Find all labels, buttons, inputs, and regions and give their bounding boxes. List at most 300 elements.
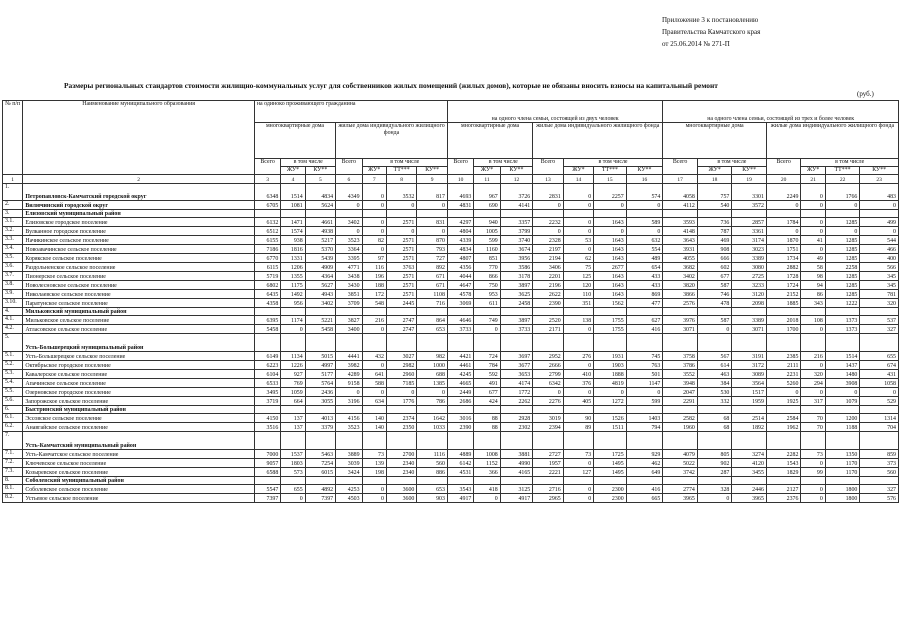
value-cell	[447, 210, 473, 218]
value-cell: 108	[801, 316, 825, 325]
value-cell: 750	[474, 281, 500, 290]
row-number: 8.1.	[3, 485, 23, 494]
value-cell: 560	[417, 459, 448, 468]
row-number: 5.5.	[3, 388, 23, 397]
value-cell: 3586	[500, 263, 533, 272]
value-cell	[563, 334, 593, 352]
value-cell: 769	[281, 379, 305, 388]
value-cell	[254, 477, 280, 485]
value-cell: 5458	[305, 325, 335, 334]
value-cell: 655	[281, 485, 305, 494]
municipality-name: Запорожское сельское поселение	[23, 397, 255, 406]
value-cell: 3976	[663, 316, 698, 325]
value-cell: 7254	[305, 459, 335, 468]
value-cell: 97	[362, 254, 386, 263]
value-cell: 1514	[281, 184, 305, 201]
zhu-header: ЖУ*	[281, 167, 305, 175]
value-cell: 4889	[447, 450, 473, 459]
value-cell: 6342	[533, 379, 563, 388]
value-cell	[697, 308, 732, 316]
value-cell: 3889	[336, 450, 362, 459]
value-cell	[447, 406, 473, 414]
row-number: 3.	[3, 210, 23, 218]
total-header: Всего	[254, 159, 280, 175]
value-cell	[663, 210, 698, 218]
value-cell: 70	[801, 414, 825, 423]
value-cell: 1385	[417, 379, 448, 388]
value-cell: 320	[801, 370, 825, 379]
value-cell: 188	[362, 281, 386, 290]
value-cell: 781	[860, 290, 899, 299]
municipality-name: Пионерское сельское поселение	[23, 272, 255, 281]
value-cell: 6223	[254, 361, 280, 370]
value-cell: 938	[281, 236, 305, 245]
value-cell: 3982	[336, 361, 362, 370]
value-cell: 599	[626, 397, 663, 406]
value-cell	[732, 308, 767, 316]
value-cell: 0	[336, 201, 362, 210]
value-cell	[254, 406, 280, 414]
value-cell: 2340	[386, 468, 416, 477]
value-cell: 6348	[254, 184, 280, 201]
value-cell: 466	[860, 245, 899, 254]
value-cell: 2449	[447, 388, 473, 397]
value-cell: 320	[860, 299, 899, 308]
value-cell: 6104	[254, 370, 280, 379]
value-cell: 2098	[732, 299, 767, 308]
zhu-header: ЖУ*	[563, 167, 593, 175]
value-cell	[336, 334, 362, 352]
table-row	[3, 379, 899, 388]
value-cell: 0	[594, 201, 627, 210]
value-cell: 1226	[281, 361, 305, 370]
value-cell: 68	[697, 423, 732, 432]
value-cell: 2231	[766, 370, 801, 379]
document-title: Размеры региональных стандартов стоимости жилищно-коммунальных услуг для собственников жилых помещений (жилых домов), которые не обязаны вносить взносы на капитальный ремонт	[64, 81, 718, 90]
value-cell	[500, 334, 533, 352]
value-cell: 86	[801, 290, 825, 299]
value-cell: 5177	[305, 370, 335, 379]
column-index-cell: 13	[533, 175, 563, 184]
value-cell: 0	[362, 227, 386, 236]
row-number: 7.3.	[3, 468, 23, 477]
value-cell: 384	[697, 379, 732, 388]
municipality-name: Елизовский муниципальный район	[23, 210, 255, 218]
value-cell: 140	[362, 414, 386, 423]
value-cell: 6802	[254, 281, 280, 290]
value-cell: 2300	[594, 485, 627, 494]
value-cell: 2111	[766, 361, 801, 370]
value-cell: 0	[336, 227, 362, 236]
value-cell: 653	[417, 485, 448, 494]
value-cell: 6142	[447, 459, 473, 468]
value-cell	[594, 406, 627, 414]
value-cell: 9057	[254, 459, 280, 468]
value-cell: 2436	[305, 388, 335, 397]
value-cell: 3019	[533, 414, 563, 423]
value-cell	[281, 308, 305, 316]
value-cell: 3120	[732, 290, 767, 299]
value-cell: 3361	[732, 227, 767, 236]
municipality-name: Анавгайское сельское поселение	[23, 423, 255, 432]
value-cell: 2171	[533, 325, 563, 334]
row-number: 5.4.	[3, 379, 23, 388]
value-cell	[626, 406, 663, 414]
row-number: 5.2.	[3, 361, 23, 370]
value-cell: 736	[697, 218, 732, 227]
value-cell: 0	[801, 245, 825, 254]
value-cell: 0	[362, 388, 386, 397]
value-cell	[825, 406, 860, 414]
value-cell: 6395	[254, 316, 280, 325]
value-cell: 416	[626, 485, 663, 494]
value-cell: 1175	[281, 281, 305, 290]
value-cell: 400	[860, 254, 899, 263]
tt-header: ТТ***	[594, 167, 627, 175]
section-row	[3, 406, 899, 414]
value-cell	[254, 210, 280, 218]
value-cell: 3726	[500, 184, 533, 201]
row-number: 6.	[3, 406, 23, 414]
column-index-cell: 7	[362, 175, 386, 184]
value-cell: 491	[474, 379, 500, 388]
value-cell: 2928	[500, 414, 533, 423]
value-cell: 4289	[336, 370, 362, 379]
value-cell: 529	[860, 397, 899, 406]
table-row	[3, 290, 899, 299]
value-cell: 1888	[594, 370, 627, 379]
value-cell: 4834	[447, 245, 473, 254]
value-cell: 2666	[533, 361, 563, 370]
value-cell	[825, 308, 860, 316]
value-cell: 4245	[447, 370, 473, 379]
row-number: 4.	[3, 308, 23, 316]
value-cell: 75	[563, 263, 593, 272]
value-cell: 4141	[500, 201, 533, 210]
value-cell: 7186	[254, 245, 280, 254]
row-number: 3.7.	[3, 272, 23, 281]
value-cell: 0	[697, 325, 732, 334]
value-cell: 864	[417, 316, 448, 325]
incl-header: в том числе	[281, 159, 336, 167]
value-cell: 5547	[254, 485, 280, 494]
value-cell	[626, 308, 663, 316]
value-cell: 2571	[386, 281, 416, 290]
value-cell: 343	[801, 299, 825, 308]
value-cell: 1643	[594, 254, 627, 263]
column-index-cell: 16	[626, 175, 663, 184]
value-cell: 2857	[732, 218, 767, 227]
value-cell	[417, 334, 448, 352]
value-cell	[447, 308, 473, 316]
value-cell: 41	[801, 236, 825, 245]
value-cell	[254, 308, 280, 316]
value-cell: 1437	[825, 361, 860, 370]
value-cell: 405	[563, 397, 593, 406]
value-cell: 2571	[386, 218, 416, 227]
value-cell: 4358	[254, 299, 280, 308]
row-number: 4.1.	[3, 316, 23, 325]
value-cell: 3625	[500, 290, 533, 299]
value-cell: 2882	[766, 263, 801, 272]
value-cell: 4831	[447, 201, 473, 210]
value-cell: 746	[697, 290, 732, 299]
value-cell: 68	[697, 414, 732, 423]
value-cell: 88	[474, 423, 500, 432]
value-cell: 6435	[254, 290, 280, 299]
zhu-header: ЖУ*	[801, 167, 825, 175]
value-cell: 0	[594, 388, 627, 397]
row-number: 5.6.	[3, 397, 23, 406]
value-cell: 1355	[281, 272, 305, 281]
row-number: 5.	[3, 334, 23, 352]
value-cell: 1643	[594, 281, 627, 290]
value-cell: 4297	[447, 218, 473, 227]
value-cell: 1962	[766, 423, 801, 432]
house-header: жилые дома индивидуального жилищного фонда	[336, 123, 448, 159]
value-cell	[533, 477, 563, 485]
value-cell: 770	[474, 263, 500, 272]
value-cell: 1188	[825, 423, 860, 432]
value-cell: 3799	[500, 227, 533, 236]
value-cell: 58	[801, 263, 825, 272]
value-cell	[594, 308, 627, 316]
value-cell: 2571	[386, 236, 416, 245]
row-number: 3.5.	[3, 254, 23, 263]
table-row	[3, 299, 899, 308]
value-cell: 0	[766, 388, 801, 397]
value-cell: 786	[417, 397, 448, 406]
value-cell: 49	[801, 254, 825, 263]
municipality-name: Козыревское сельское поселение	[23, 468, 255, 477]
value-cell: 632	[626, 236, 663, 245]
value-cell: 2982	[386, 361, 416, 370]
total-header: Всего	[533, 159, 563, 175]
tt-header: ТТ***	[825, 167, 860, 175]
value-cell: 0	[563, 227, 593, 236]
ku-header: КУ**	[732, 167, 767, 175]
municipality-name: Ключевское сельское поселение	[23, 459, 255, 468]
value-cell: 0	[801, 494, 825, 503]
value-cell: 0	[860, 227, 899, 236]
value-cell: 574	[626, 184, 663, 201]
value-cell	[336, 432, 362, 450]
value-cell: 2686	[447, 397, 473, 406]
value-cell: 3600	[386, 485, 416, 494]
value-cell: 787	[697, 227, 732, 236]
row-number: 4.2.	[3, 325, 23, 334]
table-row	[3, 236, 899, 245]
value-cell: 2196	[533, 281, 563, 290]
value-cell: 0	[594, 227, 627, 236]
value-cell: 7185	[386, 379, 416, 388]
value-cell: 2571	[386, 245, 416, 254]
row-number: 3.3.	[3, 236, 23, 245]
value-cell: 2018	[766, 316, 801, 325]
value-cell: 317	[801, 397, 825, 406]
value-cell: 416	[626, 325, 663, 334]
value-cell	[474, 334, 500, 352]
value-cell: 3908	[825, 379, 860, 388]
value-cell: 120	[563, 281, 593, 290]
value-cell	[305, 334, 335, 352]
row-number: 5.3.	[3, 370, 23, 379]
value-cell: 1784	[766, 218, 801, 227]
table-row	[3, 494, 899, 503]
total-header: Всего	[663, 159, 698, 175]
value-cell: 2576	[663, 299, 698, 308]
municipality-name: Усть-Камчатский муниципальный район	[23, 432, 255, 450]
value-cell: 1008	[474, 450, 500, 459]
value-cell: 2152	[766, 290, 801, 299]
value-cell: 530	[697, 388, 732, 397]
value-cell: 3178	[500, 272, 533, 281]
value-cell: 3430	[336, 281, 362, 290]
value-cell: 1285	[825, 218, 860, 227]
value-cell: 902	[697, 459, 732, 468]
value-cell	[281, 334, 305, 352]
municipality-name: Корякское сельское поселение	[23, 254, 255, 263]
value-cell: 6115	[254, 263, 280, 272]
table-row	[3, 352, 899, 361]
col-name-header: Наименование муниципального образования	[23, 101, 255, 175]
value-cell: 2291	[663, 397, 698, 406]
value-cell: 0	[825, 227, 860, 236]
value-cell: 0	[801, 184, 825, 201]
value-cell: 3600	[386, 494, 416, 503]
value-cell: 866	[474, 272, 500, 281]
value-cell: 3069	[447, 299, 473, 308]
value-cell: 3455	[732, 468, 767, 477]
incl-header: в том числе	[801, 159, 899, 167]
value-cell: 2257	[594, 184, 627, 201]
value-cell: 1643	[594, 245, 627, 254]
municipality-name: Апачинское сельское поселение	[23, 379, 255, 388]
value-cell: 0	[533, 227, 563, 236]
value-cell: 478	[697, 299, 732, 308]
value-cell	[336, 308, 362, 316]
value-cell: 2727	[533, 450, 563, 459]
value-cell: 0	[626, 388, 663, 397]
value-cell: 1776	[386, 397, 416, 406]
value-cell: 418	[474, 485, 500, 494]
value-cell	[500, 406, 533, 414]
value-cell: 1511	[594, 423, 627, 432]
value-cell: 2584	[766, 414, 801, 423]
header-line: Приложение 3 к постановлению	[662, 16, 759, 24]
value-cell: 3931	[663, 245, 698, 254]
value-cell: 1174	[281, 316, 305, 325]
value-cell: 0	[281, 325, 305, 334]
value-cell: 5221	[305, 316, 335, 325]
value-cell: 2571	[386, 272, 416, 281]
value-cell: 4917	[447, 494, 473, 503]
column-index-cell: 21	[801, 175, 825, 184]
value-cell: 1373	[825, 316, 860, 325]
value-cell: 6770	[254, 254, 280, 263]
value-cell: 1517	[732, 388, 767, 397]
value-cell: 599	[474, 236, 500, 245]
value-cell: 6588	[254, 468, 280, 477]
row-number: 3.2.	[3, 227, 23, 236]
value-cell: 1116	[417, 450, 448, 459]
value-cell: 587	[697, 281, 732, 290]
value-cell: 4807	[447, 254, 473, 263]
value-cell: 138	[563, 316, 593, 325]
value-cell: 1925	[766, 397, 801, 406]
value-cell	[801, 477, 825, 485]
table-row	[3, 325, 899, 334]
value-cell: 1957	[533, 459, 563, 468]
column-index-cell: 12	[500, 175, 533, 184]
value-cell: 3274	[732, 450, 767, 459]
ku-header: КУ**	[626, 167, 663, 175]
value-cell	[417, 308, 448, 316]
standards-table	[2, 100, 899, 503]
value-cell: 1134	[281, 352, 305, 361]
value-cell	[801, 432, 825, 450]
value-cell: 1526	[594, 414, 627, 423]
value-cell: 688	[417, 370, 448, 379]
value-cell: 0	[281, 494, 305, 503]
row-number: 7.1.	[3, 450, 23, 459]
value-cell: 3089	[732, 370, 767, 379]
value-cell: 1931	[594, 352, 627, 361]
apt-header: многоквартирные дома	[447, 123, 532, 159]
column-index-cell: 3	[254, 175, 280, 184]
value-cell: 276	[563, 352, 593, 361]
value-cell: 3055	[305, 397, 335, 406]
value-cell	[305, 432, 335, 450]
value-cell: 716	[417, 299, 448, 308]
value-cell	[254, 432, 280, 450]
value-cell: 3719	[254, 397, 280, 406]
value-cell: 463	[697, 370, 732, 379]
value-cell: 587	[697, 316, 732, 325]
municipality-name: Вулканное городское поселение	[23, 227, 255, 236]
value-cell: 851	[474, 254, 500, 263]
value-cell: 3897	[500, 316, 533, 325]
value-cell	[336, 477, 362, 485]
value-cell: 94	[801, 281, 825, 290]
value-cell	[594, 432, 627, 450]
value-cell: 554	[626, 245, 663, 254]
value-cell: 294	[801, 379, 825, 388]
value-cell: 3653	[500, 370, 533, 379]
value-cell: 0	[362, 361, 386, 370]
total-header: Всего	[447, 159, 473, 175]
value-cell: 3948	[663, 379, 698, 388]
value-cell: 3389	[732, 254, 767, 263]
value-cell: 140	[362, 423, 386, 432]
value-cell: 5463	[305, 450, 335, 459]
value-cell: 2390	[533, 299, 563, 308]
column-index-cell: 18	[697, 175, 732, 184]
column-index-cell: 15	[594, 175, 627, 184]
value-cell: 677	[697, 272, 732, 281]
value-cell: 817	[417, 184, 448, 201]
value-cell: 566	[860, 263, 899, 272]
value-cell: 327	[860, 485, 899, 494]
section-row	[3, 334, 899, 352]
value-cell: 196	[362, 272, 386, 281]
value-cell	[417, 432, 448, 450]
value-cell: 2514	[732, 414, 767, 423]
value-cell: 1059	[281, 388, 305, 397]
value-cell: 2374	[386, 414, 416, 423]
table-row	[3, 316, 899, 325]
value-cell: 5217	[305, 236, 335, 245]
